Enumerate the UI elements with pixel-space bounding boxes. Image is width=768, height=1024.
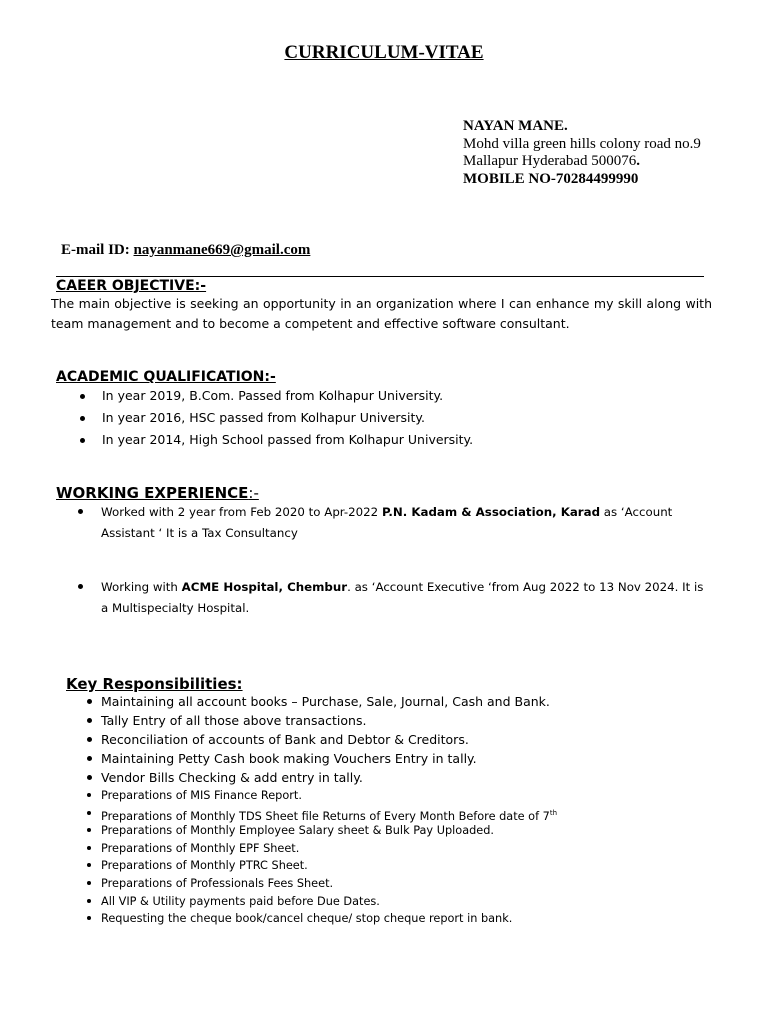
- candidate-name: NAYAN MANE.: [463, 118, 568, 134]
- employer-name: P.N. Kadam & Association, Karad: [381, 505, 601, 519]
- experience-heading: [56, 484, 259, 502]
- responsibility-item: [85, 711, 557, 730]
- responsibility-item: [85, 840, 557, 858]
- mobile-number: MOBILE NO-70284499990: [463, 171, 639, 187]
- address-line-2: [463, 153, 640, 170]
- experience-heading-suffix: :-: [248, 484, 259, 502]
- academic-item-text: In year 2016, HSC passed from Kolhapur University.: [102, 410, 426, 425]
- experience-role: as ‘Account Assistant ‘ It is a Tax Consultancy: [101, 505, 673, 540]
- academic-item: [78, 386, 473, 408]
- responsibility-item: [85, 857, 557, 875]
- bullet-icon: [80, 394, 85, 399]
- bullet-icon: [87, 899, 91, 903]
- academic-heading: ACADEMIC QUALIFICATION:-: [56, 369, 276, 385]
- responsibility-item: [85, 692, 557, 711]
- responsibility-text: Requesting the cheque book/cancel cheque/ stop cheque report in bank.: [101, 912, 513, 926]
- objective-text: The main objective is seeking an opportunity in an organization where I can enhance my skill along with team management and to become a competent and effective software consultant.: [51, 296, 712, 331]
- address-line-2-end: .: [636, 153, 641, 169]
- bullet-icon: [87, 718, 92, 723]
- experience-entry: [101, 502, 707, 544]
- bullet-icon: [78, 509, 83, 514]
- responsibility-item: [85, 805, 557, 823]
- academic-list: [78, 386, 473, 452]
- divider: [56, 276, 704, 277]
- experience-list-2: [101, 577, 707, 619]
- academic-item-text: In year 2019, B.Com. Passed from Kolhapur University.: [102, 388, 444, 403]
- bullet-icon: [80, 416, 85, 421]
- ordinal-superscript: th: [549, 808, 558, 817]
- bullet-icon: [87, 863, 91, 867]
- address-line-2-text: Mallapur Hyderabad 500076: [463, 153, 637, 169]
- bullet-icon: [87, 828, 91, 832]
- experience-text: Worked with 2 year from Feb 2020 to Apr-2022: [101, 505, 382, 519]
- email-link[interactable]: nayanmane669@gmail.com: [133, 242, 311, 258]
- responsibilities-heading: Key Responsibilities:: [66, 675, 243, 693]
- bullet-icon: [80, 438, 85, 443]
- responsibility-text: Maintaining Petty Cash book making Vouchers Entry in tally.: [101, 751, 477, 766]
- responsibility-text: Preparations of Monthly PTRC Sheet.: [101, 859, 308, 873]
- responsibility-text: All VIP & Utility payments paid before Due Dates.: [101, 894, 380, 908]
- responsibility-item: [85, 893, 557, 911]
- responsibility-item: [85, 910, 557, 928]
- experience-item: [101, 502, 707, 544]
- responsibility-item: [85, 730, 557, 749]
- bullet-icon: [87, 811, 91, 815]
- experience-role: . as ‘Account Executive ‘from Aug 2022 to 13 Nov 2024. It is a Multispecialty Hospital.: [101, 580, 704, 615]
- experience-heading-text: WORKING EXPERIENCE: [56, 484, 249, 502]
- bullet-icon: [87, 916, 91, 920]
- responsibility-item: [85, 768, 557, 787]
- academic-item: [78, 408, 473, 430]
- experience-text: Working with: [101, 580, 182, 594]
- bullet-icon: [87, 756, 92, 761]
- responsibility-item: [85, 822, 557, 840]
- experience-item: [101, 577, 707, 619]
- bullet-icon: [87, 775, 92, 780]
- responsibility-text: Reconciliation of accounts of Bank and Debtor & Creditors.: [101, 732, 469, 747]
- bullet-icon: [87, 699, 92, 704]
- email-label: E-mail ID:: [61, 242, 130, 258]
- responsibility-item: [85, 749, 557, 768]
- responsibility-item: [85, 787, 557, 805]
- address-line-1: Mohd villa green hills colony road no.9: [463, 136, 701, 152]
- experience-entry: [101, 577, 707, 619]
- responsibility-text: Tally Entry of all those above transactions.: [101, 713, 367, 728]
- page-title: CURRICULUM-VITAE: [284, 42, 484, 63]
- responsibility-item: [85, 875, 557, 893]
- responsibility-text: Maintaining all account books – Purchase, Sale, Journal, Cash and Bank.: [101, 694, 550, 709]
- bullet-icon: [78, 584, 83, 589]
- responsibility-text: Preparations of Monthly Employee Salary sheet & Bulk Pay Uploaded.: [101, 824, 495, 838]
- responsibility-text: Preparations of Monthly TDS Sheet file Returns of Every Month Before date of 7: [101, 809, 550, 823]
- responsibility-text: Vendor Bills Checking & add entry in tally.: [101, 770, 363, 785]
- academic-item: [78, 430, 473, 452]
- bullet-icon: [87, 737, 92, 742]
- academic-item-text: In year 2014, High School passed from Kolhapur University.: [102, 432, 474, 447]
- email-row: [61, 242, 310, 259]
- employer-name: ACME Hospital, Chembur: [181, 580, 348, 594]
- bullet-icon: [87, 881, 91, 885]
- responsibility-text: Preparations of MIS Finance Report.: [101, 789, 302, 802]
- objective-heading: CAEER OBJECTIVE:-: [56, 278, 207, 294]
- bullet-icon: [87, 846, 91, 850]
- experience-list-1: [101, 502, 707, 544]
- responsibilities-list: [85, 692, 557, 928]
- responsibility-text: Preparations of Monthly EPF Sheet.: [101, 841, 300, 855]
- bullet-icon: [87, 793, 91, 797]
- responsibility-text: Preparations of Professionals Fees Sheet.: [101, 876, 334, 890]
